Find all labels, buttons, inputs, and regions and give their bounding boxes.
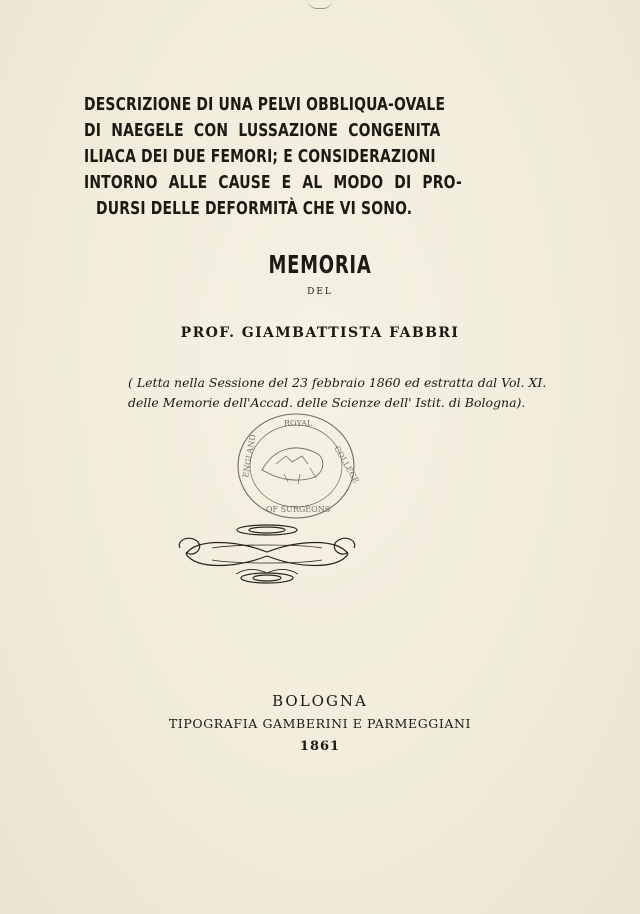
imprint-block: [0, 692, 640, 754]
reading-note-line: ( Letta nella Sessione del 23 febbraio 1860 ed estratta dal Vol. XI.: [128, 375, 547, 390]
imprint-printer: TIPOGRAFIA GAMBERINI E PARMEGGIANI: [168, 716, 472, 731]
stamp-lettering: COLLEGE: [332, 444, 361, 485]
del-label: DEL: [307, 287, 333, 297]
author-name: PROF. GIAMBATTISTA FABBRI: [180, 325, 460, 341]
title-line: DURSI DELLE DEFORMITÀ CHE VI SONO.: [96, 198, 413, 219]
title-block: [84, 92, 484, 222]
title-line: DESCRIZIONE DI UNA PELVI OBBLIQUA-OVALE: [84, 94, 446, 115]
stamp-lettering: OF SURGEONS: [266, 505, 331, 514]
stamp-lettering: ROYAL: [284, 419, 313, 428]
imprint-year: 1861: [299, 739, 341, 754]
title-line: DI NAEGELE CON LUSSAZIONE CONGENITA: [84, 120, 441, 141]
ornament-flourish: [176, 518, 358, 588]
library-stamp: [226, 408, 366, 528]
title-line: INTORNO ALLE CAUSE E AL MODO DI PRO-: [84, 172, 462, 193]
reading-note: [128, 373, 547, 413]
memoria-heading: MEMORIA: [268, 250, 372, 279]
reading-note-line: delle Memorie dell'Accad. delle Scienze dell' Istit. di Bologna).: [128, 395, 526, 410]
imprint-city: BOLOGNA: [272, 692, 368, 710]
page-top-mark: [308, 0, 332, 9]
title-line: ILIACA DEI DUE FEMORI; E CONSIDERAZIONI: [84, 146, 436, 167]
stamp-lettering: ENGLAND: [241, 433, 258, 479]
